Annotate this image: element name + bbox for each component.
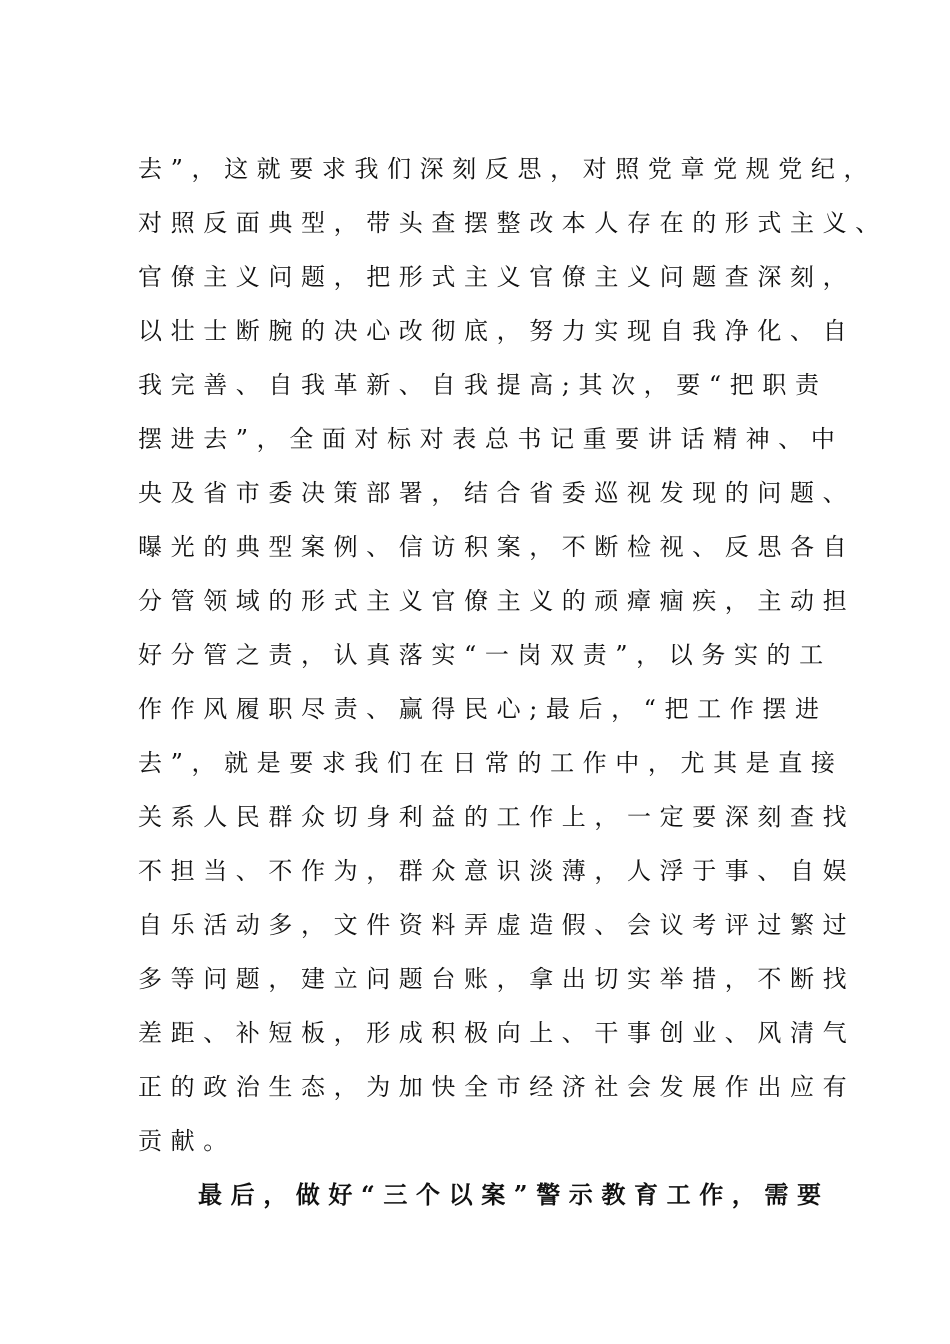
text-line: 分管领域的形式主义官僚主义的顽瘴痼疾，主动担 xyxy=(138,587,856,615)
body-text xyxy=(138,142,888,1222)
text-line: 摆进去”，全面对标对表总书记重要讲话精神、中 xyxy=(138,425,844,453)
text-line: 关系人民群众切身利益的工作上，一定要深刻查找 xyxy=(138,803,856,831)
text-line: 官僚主义问题，把形式主义官僚主义问题查深刻， xyxy=(138,263,856,291)
text-line: 以壮士断腕的决心改彻底，努力实现自我净化、自 xyxy=(138,317,856,345)
text-line: 曝光的典型案例、信访积案，不断检视、反思各自 xyxy=(138,533,856,561)
text-line: 对照反面典型，带头查摆整改本人存在的形式主义、 xyxy=(138,209,888,237)
text-line: 正的政治生态，为加快全市经济社会发展作出应有 xyxy=(138,1073,856,1101)
text-line: 去”，这就要求我们深刻反思，对照党章党规党纪， xyxy=(138,155,877,183)
text-line: 好分管之责，认真落实“一岗双责”，以务实的工 xyxy=(138,641,832,669)
text-line: 我完善、自我革新、自我提高;其次，要“把职责 xyxy=(138,371,828,399)
text-line: 贡献。 xyxy=(138,1127,236,1155)
paragraph-heading-line: 最后，做好“三个以案”警示教育工作，需要 xyxy=(198,1180,830,1209)
text-line: 自乐活动多，文件资料弄虚造假、会议考评过繁过 xyxy=(138,911,856,939)
text-line: 去”，就是要求我们在日常的工作中，尤其是直接 xyxy=(138,749,844,777)
text-line: 差距、补短板，形成积极向上、干事创业、风清气 xyxy=(138,1019,856,1047)
text-line: 作作风履职尽责、赢得民心;最后，“把工作摆进 xyxy=(138,695,828,723)
text-line: 多等问题，建立问题台账，拿出切实举措，不断找 xyxy=(138,965,856,993)
text-line: 不担当、不作为，群众意识淡薄，人浮于事、自娱 xyxy=(138,857,856,885)
text-line: 央及省市委决策部署，结合省委巡视发现的问题、 xyxy=(138,479,856,507)
